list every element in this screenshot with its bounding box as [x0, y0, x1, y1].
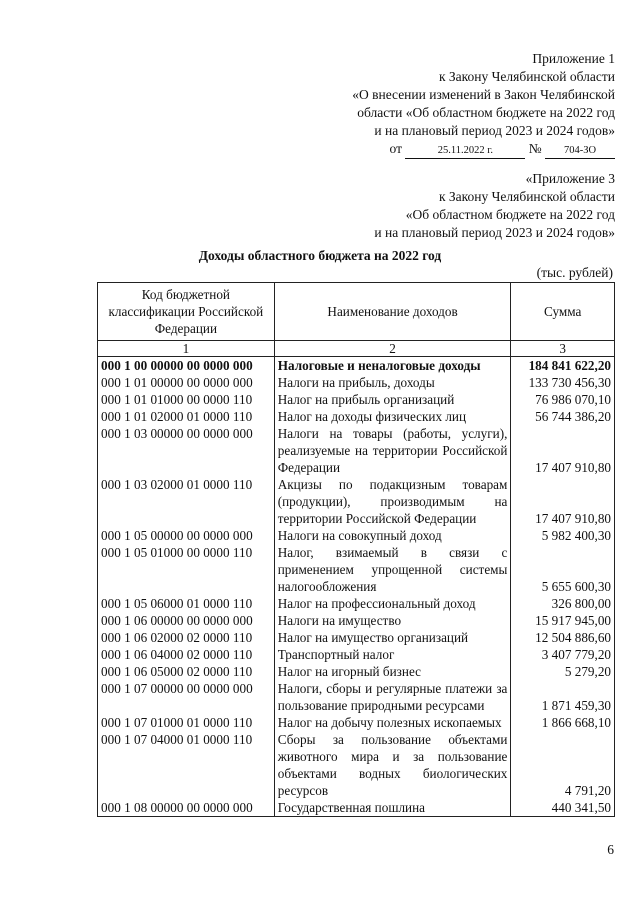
name-cell: Транспортный налог	[274, 646, 511, 663]
table-row	[98, 476, 615, 527]
code-cell: 000 1 06 04000 02 0000 110	[98, 646, 275, 663]
sum-cell: 76 986 070,10	[511, 391, 615, 408]
sum-cell: 440 341,50	[511, 799, 615, 817]
appendix-3-line: и на плановый период 2023 и 2024 годов»	[374, 225, 615, 240]
table-row	[98, 680, 615, 714]
sum-cell: 1 871 459,30	[511, 680, 615, 714]
sum-cell: 5 982 400,30	[511, 527, 615, 544]
table-row	[98, 731, 615, 799]
sum-cell: 1 866 668,10	[511, 714, 615, 731]
appendix-3-block	[374, 170, 615, 242]
name-cell: Налог на прибыль организаций	[274, 391, 511, 408]
units-label: (тыс. рублей)	[536, 265, 613, 280]
code-cell: 000 1 01 01000 00 0000 110	[98, 391, 275, 408]
code-cell: 000 1 06 02000 02 0000 110	[98, 629, 275, 646]
code-cell: 000 1 05 01000 00 0000 110	[98, 544, 275, 595]
code-cell: 000 1 05 06000 01 0000 110	[98, 595, 275, 612]
appendix-3-line: к Закону Челябинской области	[438, 189, 615, 204]
table-header-row	[98, 283, 615, 341]
name-cell: Акцизы по подакцизным товарам (продукции), производимым на территории Российской Федерации	[274, 476, 511, 527]
table-row	[98, 799, 615, 817]
name-cell: Государственная пошлина	[274, 799, 511, 817]
column-number-row	[98, 341, 615, 357]
appendix-1-line: Приложение 1	[532, 51, 615, 66]
code-cell: 000 1 07 00000 00 0000 000	[98, 680, 275, 714]
code-cell: 000 1 03 02000 01 0000 110	[98, 476, 275, 527]
appendix-3-line: «Об областном бюджете на 2022 год	[405, 207, 615, 222]
name-cell: Налог на профессиональный доход	[274, 595, 511, 612]
number-label: №	[528, 141, 542, 156]
page-number: 6	[607, 842, 614, 857]
sum-cell: 3 407 779,20	[511, 646, 615, 663]
name-cell: Налоговые и неналоговые доходы	[274, 357, 511, 375]
code-cell: 000 1 07 04000 01 0000 110	[98, 731, 275, 799]
law-number: 704-ЗО	[545, 144, 615, 159]
appendix-1-line: «О внесении изменений в Закон Челябинской	[352, 87, 615, 102]
table-row	[98, 391, 615, 408]
appendix-1-line: области «Об областном бюджете на 2022 год	[357, 105, 615, 120]
name-cell: Сборы за пользование объектами животного мира и за пользование объектами водных биологических ресурсов	[274, 731, 511, 799]
table-row	[98, 408, 615, 425]
code-cell: 000 1 07 01000 01 0000 110	[98, 714, 275, 731]
table-row	[98, 663, 615, 680]
table-row	[98, 612, 615, 629]
name-cell: Налоги на имущество	[274, 612, 511, 629]
code-cell: 000 1 05 00000 00 0000 000	[98, 527, 275, 544]
table-row	[98, 646, 615, 663]
name-cell: Налог на добычу полезных ископаемых	[274, 714, 511, 731]
from-label: от	[389, 141, 402, 156]
col-number: 1	[98, 341, 275, 357]
name-cell: Налог на доходы физических лиц	[274, 408, 511, 425]
code-cell: 000 1 08 00000 00 0000 000	[98, 799, 275, 817]
sum-cell: 17 407 910,80	[511, 425, 615, 476]
table-row	[98, 629, 615, 646]
code-cell: 000 1 03 00000 00 0000 000	[98, 425, 275, 476]
name-cell: Налоги на прибыль, доходы	[274, 374, 511, 391]
document-title: Доходы областного бюджета на 2022 год	[198, 248, 442, 263]
table-row	[98, 527, 615, 544]
sum-cell: 5 655 600,30	[511, 544, 615, 595]
appendix-1-line: к Закону Челябинской области	[438, 69, 615, 84]
income-table	[97, 282, 615, 817]
sum-cell: 12 504 886,60	[511, 629, 615, 646]
code-cell: 000 1 01 02000 01 0000 110	[98, 408, 275, 425]
code-cell: 000 1 06 00000 00 0000 000	[98, 612, 275, 629]
table-row	[98, 714, 615, 731]
appendix-1-line: и на плановый период 2023 и 2024 годов»	[374, 123, 615, 138]
col-number: 2	[274, 341, 511, 357]
sum-cell: 17 407 910,80	[511, 476, 615, 527]
appendix-1-block	[352, 50, 615, 159]
table-row	[98, 425, 615, 476]
law-date: 25.11.2022 г.	[405, 144, 525, 159]
code-cell: 000 1 01 00000 00 0000 000	[98, 374, 275, 391]
table-row	[98, 595, 615, 612]
law-date-number-line	[352, 140, 615, 159]
appendix-3-line: «Приложение 3	[525, 171, 615, 186]
table-row	[98, 357, 615, 375]
name-cell: Налог на игорный бизнес	[274, 663, 511, 680]
sum-cell: 133 730 456,30	[511, 374, 615, 391]
name-cell: Налог, взимаемый в связи с применением упрощенной системы налогообложения	[274, 544, 511, 595]
header-sum: Сумма	[511, 283, 615, 341]
name-cell: Налоги, сборы и регулярные платежи за пользование природными ресурсами	[274, 680, 511, 714]
code-cell: 000 1 00 00000 00 0000 000	[98, 357, 275, 375]
name-cell: Налоги на совокупный доход	[274, 527, 511, 544]
col-number: 3	[511, 341, 615, 357]
sum-cell: 326 800,00	[511, 595, 615, 612]
sum-cell: 5 279,20	[511, 663, 615, 680]
table-row	[98, 374, 615, 391]
sum-cell: 184 841 622,20	[511, 357, 615, 375]
name-cell: Налоги на товары (работы, услуги), реализуемые на территории Российской Федерации	[274, 425, 511, 476]
sum-cell: 56 744 386,20	[511, 408, 615, 425]
code-cell: 000 1 06 05000 02 0000 110	[98, 663, 275, 680]
sum-cell: 4 791,20	[511, 731, 615, 799]
sum-cell: 15 917 945,00	[511, 612, 615, 629]
header-name: Наименование доходов	[274, 283, 511, 341]
header-code: Код бюджетной классификации Российской Федерации	[98, 283, 275, 341]
name-cell: Налог на имущество организаций	[274, 629, 511, 646]
table-row	[98, 544, 615, 595]
